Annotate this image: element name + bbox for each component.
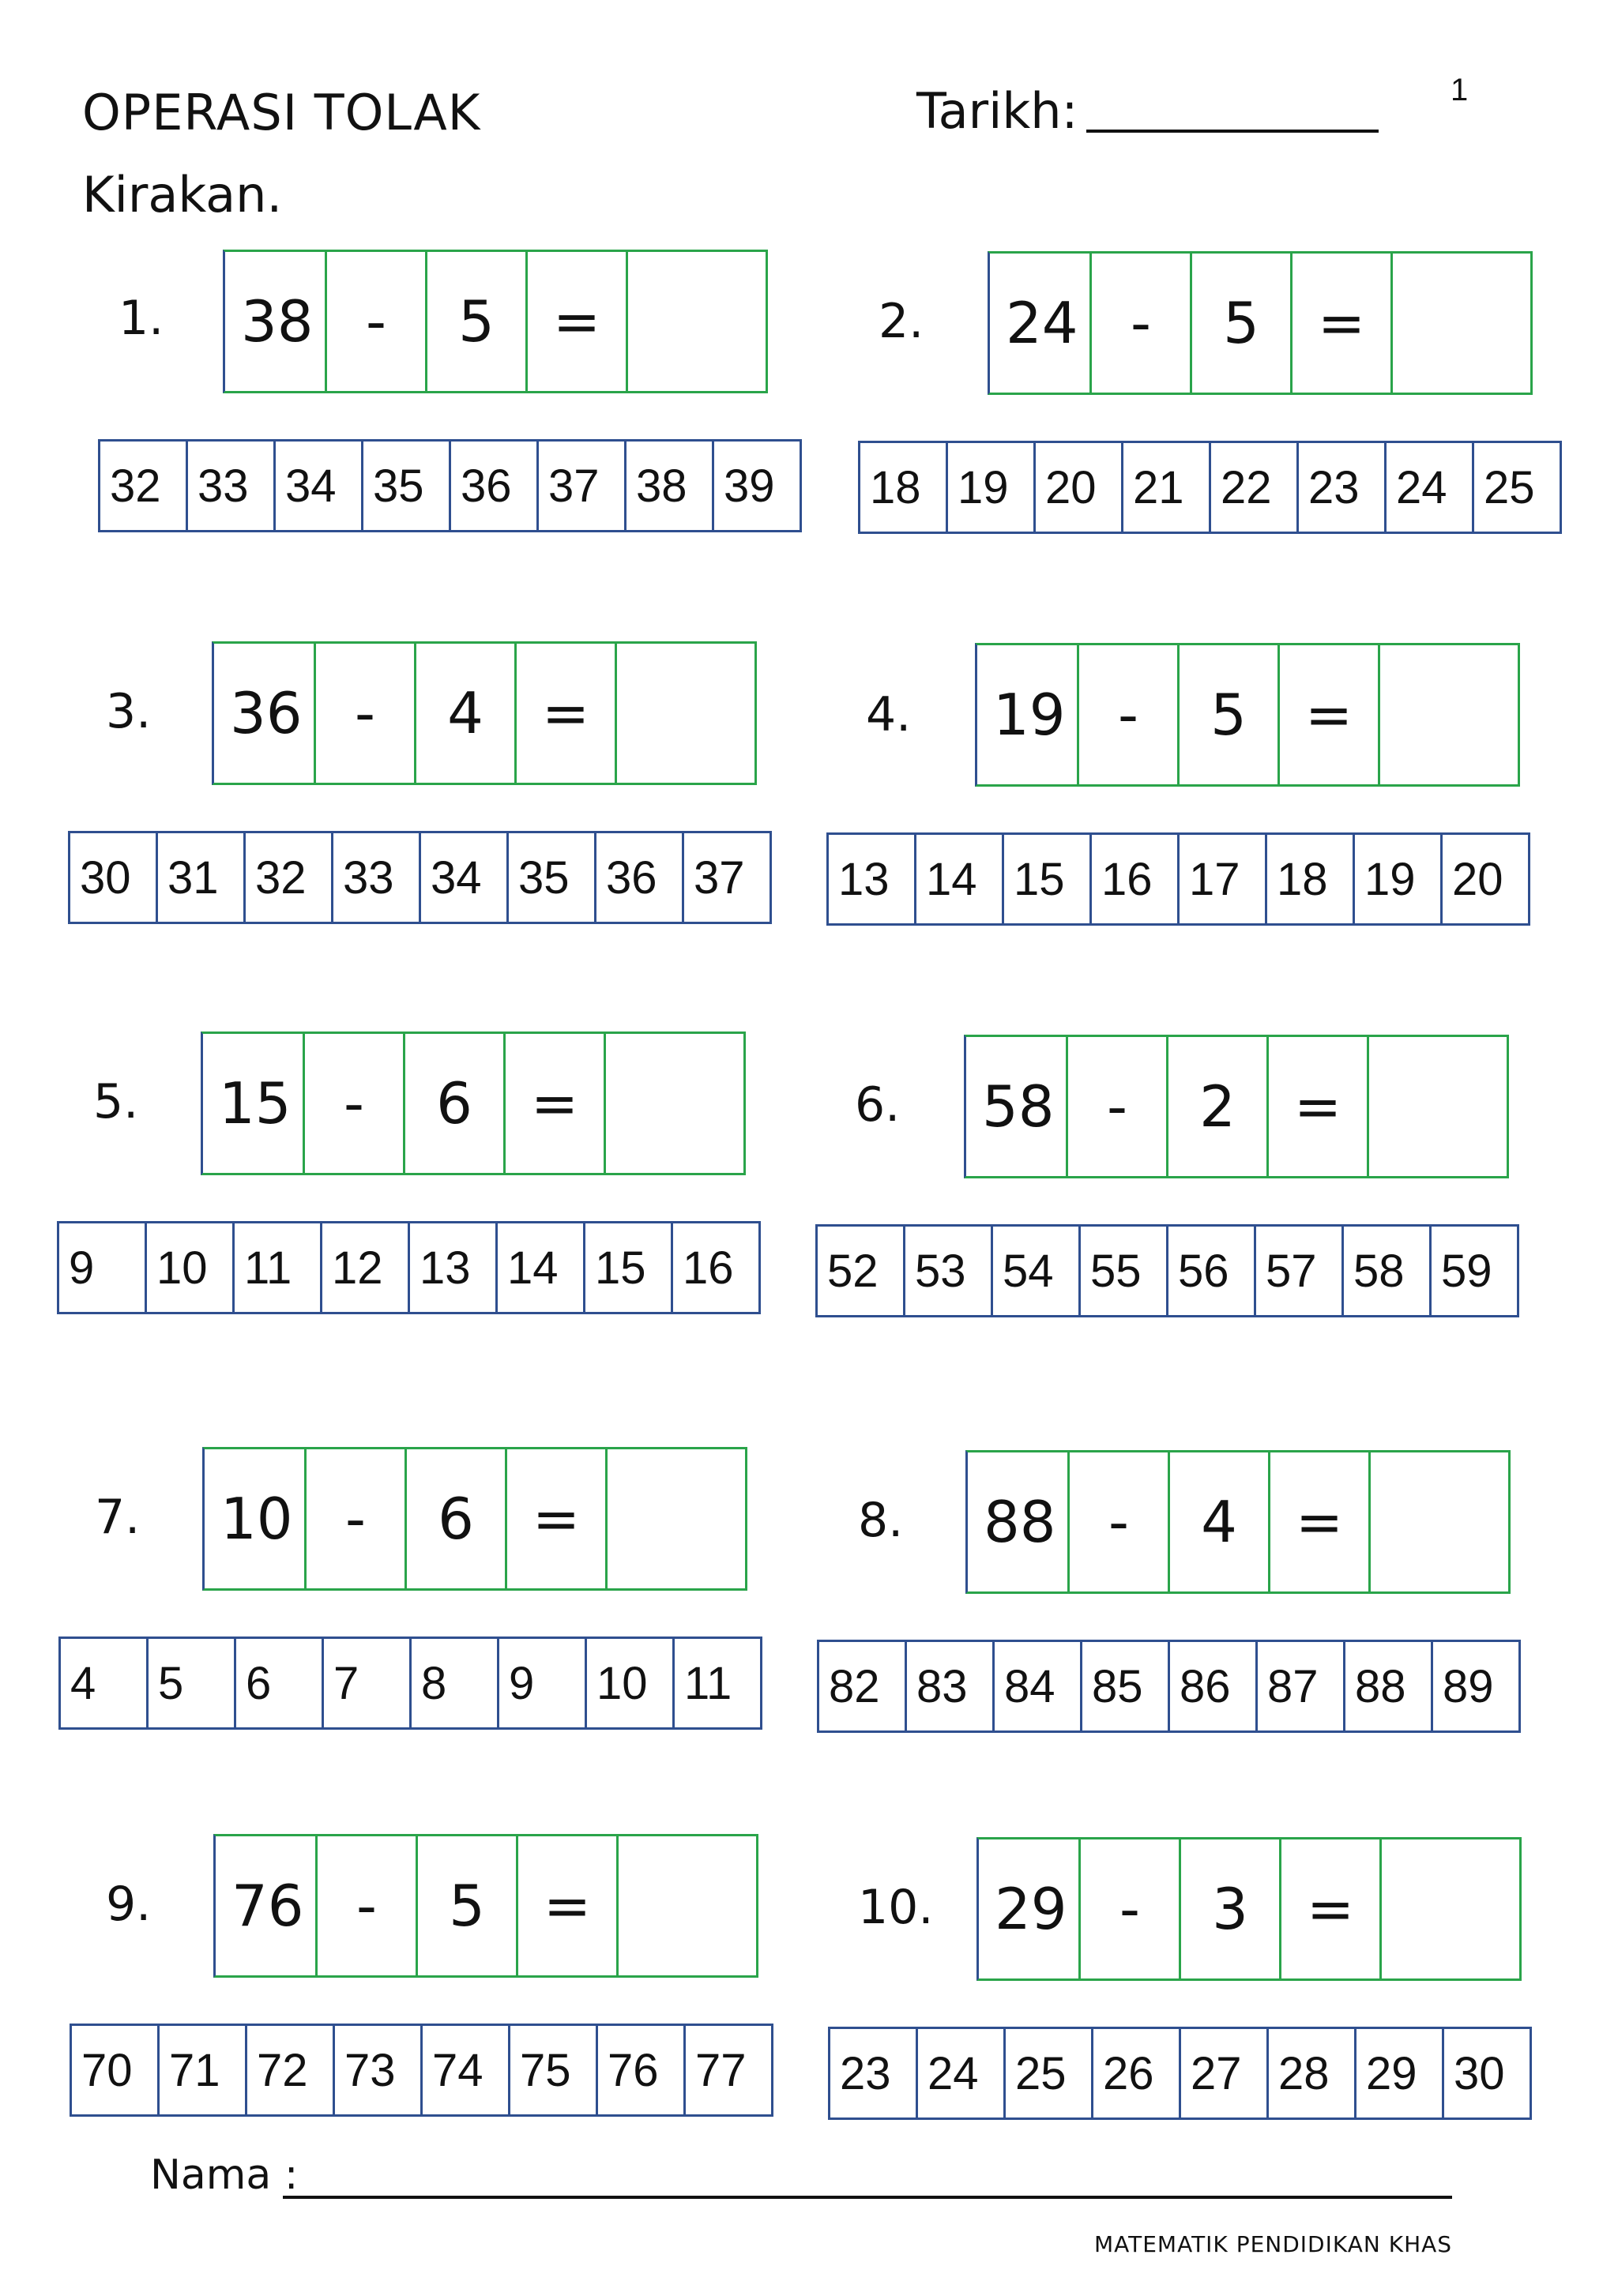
answer-option[interactable]: 29 [1354,2029,1442,2118]
answer-options [68,831,772,924]
answer-option[interactable]: 15 [1002,835,1089,923]
answer-option[interactable]: 32 [243,833,331,922]
minus-sign-cell: - [1070,1450,1170,1594]
date-input-line[interactable] [1086,130,1379,133]
equation-box [212,641,757,783]
answer-option[interactable]: 54 [991,1227,1078,1315]
subtrahend-cell: 5 [1192,251,1293,395]
answer-option[interactable]: 11 [232,1223,320,1312]
equation-box [223,250,768,392]
worksheet-title: OPERASI TOLAK [82,84,481,141]
answer-option[interactable]: 82 [829,1660,880,1712]
answer-option[interactable]: 20 [1440,835,1528,923]
answer-option[interactable]: 13 [408,1223,495,1312]
answer-cell[interactable] [1382,1837,1522,1981]
subtrahend-cell: 4 [1170,1450,1270,1594]
answer-option[interactable]: 7 [322,1639,409,1727]
equation-box [976,1837,1522,1979]
answer-cell[interactable] [1393,251,1533,395]
instruction-text: Kirakan. [82,166,283,224]
minus-sign-cell: - [307,1447,407,1591]
answer-option[interactable]: 35 [361,442,449,530]
answer-option[interactable]: 38 [624,442,712,530]
minus-sign-cell: - [327,250,427,393]
question-number: 4. [866,687,912,742]
answer-option[interactable]: 25 [1003,2029,1091,2118]
minus-sign-cell: - [316,641,416,785]
answer-option[interactable]: 58 [1341,1227,1429,1315]
subtrahend-cell: 2 [1168,1035,1269,1178]
question-number: 8. [858,1493,904,1548]
answer-option[interactable]: 84 [992,1642,1080,1730]
answer-option[interactable]: 57 [1254,1227,1341,1315]
minus-sign-cell: - [1079,643,1180,787]
answer-option[interactable]: 85 [1080,1642,1168,1730]
subtrahend-cell: 3 [1181,1837,1281,1981]
equals-sign-cell: = [517,641,617,785]
equals-sign-cell: = [506,1032,606,1175]
answer-option[interactable]: 34 [273,442,361,530]
answer-option[interactable]: 26 [1091,2029,1179,2118]
minuend-cell: 24 [988,251,1092,395]
subtrahend-cell: 6 [405,1032,506,1175]
answer-option[interactable]: 21 [1121,443,1209,532]
answer-options [57,1221,761,1314]
answer-option[interactable]: 23 [1296,443,1384,532]
answer-option[interactable]: 32 [110,460,161,512]
answer-option[interactable]: 11 [672,1639,760,1727]
answer-option[interactable]: 34 [419,833,506,922]
answer-option[interactable]: 72 [245,2026,333,2114]
answer-options [58,1637,762,1730]
answer-option[interactable]: 75 [508,2026,596,2114]
answer-option[interactable]: 14 [495,1223,583,1312]
answer-option[interactable]: 89 [1431,1642,1518,1730]
minuend-cell: 38 [223,250,327,393]
minuend-cell: 36 [212,641,316,785]
question-number: 2. [879,294,924,349]
minus-sign-cell: - [318,1834,418,1978]
answer-option[interactable]: 83 [905,1642,992,1730]
answer-option[interactable]: 20 [1033,443,1121,532]
footer-text: MATEMATIK PENDIDIKAN KHAS [1094,2231,1453,2257]
answer-option[interactable]: 14 [914,835,1002,923]
answer-options [815,1224,1519,1317]
answer-option[interactable]: 19 [1353,835,1440,923]
equation-box [213,1834,758,1976]
minus-sign-cell: - [1068,1035,1168,1178]
equals-sign-cell: = [1293,251,1393,395]
minus-sign-cell: - [1092,251,1192,395]
equation-box [988,251,1533,393]
name-input-line[interactable] [283,2196,1452,2199]
answer-option[interactable]: 36 [594,833,682,922]
equation-box [975,643,1520,785]
answer-option[interactable]: 18 [870,461,921,513]
equation-box [201,1032,746,1174]
subtrahend-cell: 5 [427,250,528,393]
answer-option[interactable]: 16 [671,1223,758,1312]
answer-option[interactable]: 4 [70,1657,96,1709]
answer-options [826,832,1530,926]
answer-option[interactable]: 76 [596,2026,683,2114]
answer-option[interactable]: 37 [682,833,769,922]
answer-option[interactable]: 59 [1429,1227,1517,1315]
answer-option[interactable]: 30 [1442,2029,1530,2118]
question-number: 3. [106,684,152,739]
answer-option[interactable]: 37 [536,442,624,530]
name-label: Nama : [150,2151,299,2199]
answer-option[interactable]: 24 [1384,443,1472,532]
answer-cell[interactable] [606,1032,746,1175]
answer-option[interactable]: 31 [156,833,243,922]
question-number: 1. [119,291,164,346]
answer-option[interactable]: 9 [497,1639,585,1727]
equals-sign-cell: = [518,1834,619,1978]
answer-cell[interactable] [1369,1035,1509,1178]
minuend-cell: 19 [975,643,1079,787]
question-number: 10. [858,1880,934,1935]
question-number: 9. [106,1877,152,1932]
answer-cell[interactable] [617,641,757,785]
question-number: 5. [93,1074,139,1129]
equals-sign-cell: = [528,250,628,393]
equals-sign-cell: = [507,1447,608,1591]
answer-cell[interactable] [1380,643,1520,787]
answer-option[interactable]: 33 [331,833,419,922]
subtrahend-cell: 6 [407,1447,507,1591]
answer-option[interactable]: 55 [1078,1227,1166,1315]
answer-option[interactable]: 6 [234,1639,322,1727]
answer-cell[interactable] [619,1834,758,1978]
answer-option[interactable]: 5 [146,1639,234,1727]
answer-cell[interactable] [1371,1450,1511,1594]
answer-cell[interactable] [628,250,768,393]
subtrahend-cell: 5 [418,1834,518,1978]
equals-sign-cell: = [1281,1837,1382,1981]
equals-sign-cell: = [1270,1450,1371,1594]
answer-option[interactable]: 30 [80,851,131,904]
answer-option[interactable]: 8 [409,1639,497,1727]
minuend-cell: 76 [213,1834,318,1978]
answer-option[interactable]: 10 [585,1639,672,1727]
minuend-cell: 29 [976,1837,1081,1981]
answer-options [98,439,802,532]
answer-option[interactable]: 22 [1209,443,1296,532]
answer-option[interactable]: 19 [946,443,1033,532]
answer-options [70,2024,773,2117]
question-number: 7. [95,1490,141,1545]
answer-option[interactable]: 9 [69,1242,95,1294]
answer-options [858,441,1562,534]
answer-option[interactable]: 88 [1343,1642,1431,1730]
answer-option[interactable]: 17 [1177,835,1265,923]
answer-option[interactable]: 33 [186,442,273,530]
minuend-cell: 88 [965,1450,1070,1594]
answer-option[interactable]: 28 [1266,2029,1354,2118]
answer-options [828,2027,1532,2120]
answer-option[interactable]: 71 [157,2026,245,2114]
answer-option[interactable]: 23 [840,2047,891,2099]
answer-option[interactable]: 10 [145,1223,232,1312]
subtrahend-cell: 4 [416,641,517,785]
answer-option[interactable]: 12 [320,1223,408,1312]
minus-sign-cell: - [305,1032,405,1175]
answer-option[interactable]: 87 [1255,1642,1343,1730]
minus-sign-cell: - [1081,1837,1181,1981]
subtrahend-cell: 5 [1180,643,1280,787]
minuend-cell: 15 [201,1032,305,1175]
answer-option[interactable]: 25 [1472,443,1560,532]
answer-option[interactable]: 27 [1179,2029,1266,2118]
equation-box [202,1447,747,1589]
minuend-cell: 58 [964,1035,1068,1178]
equals-sign-cell: = [1280,643,1380,787]
answer-option[interactable]: 35 [506,833,594,922]
equation-box [965,1450,1511,1592]
question-number: 6. [855,1077,901,1133]
answer-option[interactable]: 86 [1168,1642,1255,1730]
answer-option[interactable]: 18 [1265,835,1353,923]
answer-option[interactable]: 15 [583,1223,671,1312]
answer-option[interactable]: 13 [838,853,890,905]
minuend-cell: 10 [202,1447,307,1591]
answer-option[interactable]: 39 [712,442,800,530]
page-number: 1 [1451,73,1469,107]
date-label: Tarikh: [916,82,1078,140]
answer-option[interactable]: 16 [1089,835,1177,923]
answer-option[interactable]: 74 [420,2026,508,2114]
answer-option[interactable]: 52 [827,1245,879,1297]
answer-option[interactable]: 77 [683,2026,771,2114]
equation-box [964,1035,1509,1177]
answer-option[interactable]: 53 [903,1227,991,1315]
answer-option[interactable]: 36 [449,442,536,530]
answer-option[interactable]: 73 [333,2026,420,2114]
answer-option[interactable]: 56 [1166,1227,1254,1315]
answer-options [817,1640,1521,1733]
answer-cell[interactable] [608,1447,747,1591]
answer-option[interactable]: 24 [916,2029,1003,2118]
answer-option[interactable]: 70 [81,2044,133,2096]
equals-sign-cell: = [1269,1035,1369,1178]
